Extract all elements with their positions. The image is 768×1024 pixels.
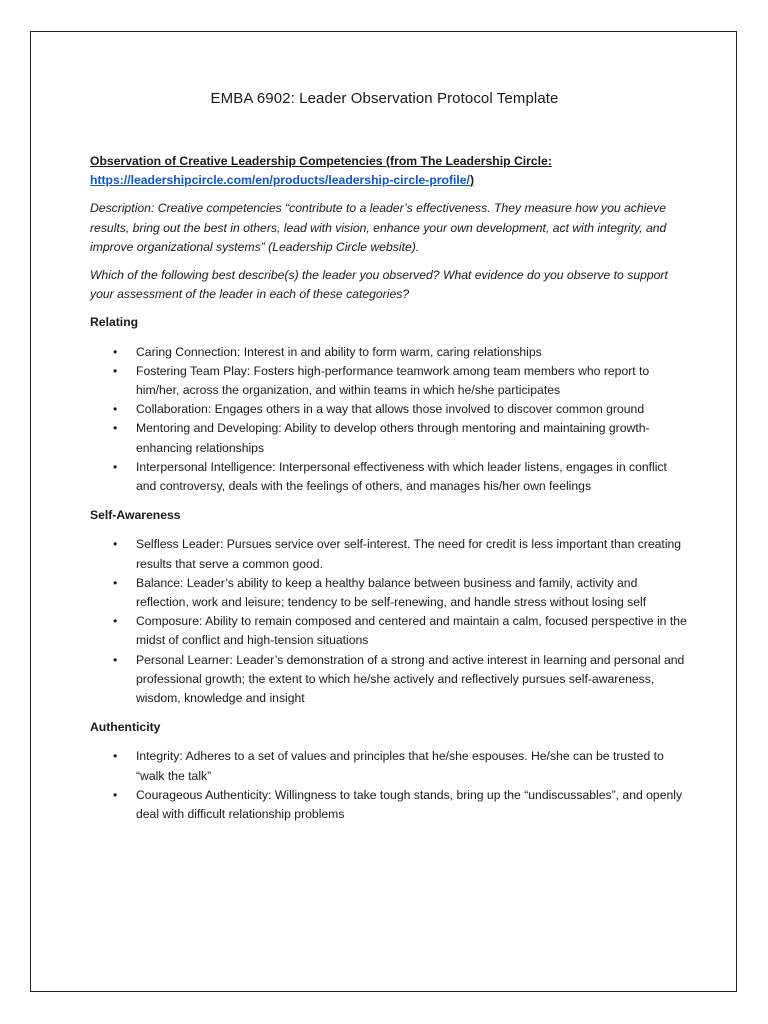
list-item-text: Mentoring and Developing: Ability to develop others through mentoring and maintaining growth-enhancing relationships <box>136 421 650 455</box>
list-item-text: Composure: Ability to remain composed and centered and maintain a calm, focused perspective in the midst of conflict and high-tension situations <box>136 614 687 648</box>
list-item <box>90 612 690 650</box>
list-item-text: Fostering Team Play: Fosters high-performance teamwork among team members who report to him/her, across the organization, and within teams in which he/she participates <box>136 363 650 398</box>
list-self-awareness <box>90 535 690 708</box>
bullet-icon: • <box>113 421 118 436</box>
list-authenticity <box>90 747 690 824</box>
list-item <box>90 535 690 573</box>
section-heading-authenticity: Authenticity <box>90 720 161 735</box>
list-item <box>90 400 690 419</box>
bullet-icon: • <box>113 787 118 802</box>
page-title: EMBA 6902: Leader Observation Protocol Template <box>210 90 559 107</box>
bullet-icon: • <box>113 363 118 378</box>
bullet-icon: • <box>113 652 118 667</box>
list-item <box>90 786 690 824</box>
bullet-icon: • <box>113 537 118 552</box>
list-item-text: Integrity: Adheres to a set of values and principles that he/she espouses. He/she can be trusted to “walk the talk” <box>136 749 664 783</box>
list-item <box>90 574 690 612</box>
bullet-icon: • <box>113 344 118 359</box>
list-item <box>90 419 690 457</box>
description-paragraph: Description: Creative competencies “contribute to a leader’s effectiveness. They measure how you achieve results, bring out the best in others, lead with vision, enhance your own development, act with integrity, and improve organizational systems” (Leadership Circle website). <box>90 201 667 254</box>
list-item-text: Personal Learner: Leader’s demonstration of a strong and active interest in learning and personal and professional growth; the extent to which he/she actively and reflectively pursues self-awareness, wisdom, knowledge and insight <box>136 652 685 706</box>
list-item-text: Balance: Leader’s ability to keep a healthy balance between business and family, activity and reflection, work and leisure; tendency to be self-renewing, and handle stress without losing self <box>136 575 647 610</box>
bullet-icon: • <box>113 614 118 629</box>
list-item <box>90 747 690 785</box>
list-relating <box>90 343 690 497</box>
list-item <box>90 343 690 362</box>
section-heading-relating: Relating <box>90 315 139 330</box>
bullet-icon: • <box>113 575 118 590</box>
list-item-text: Caring Connection: Interest in and ability to form warm, caring relationships <box>136 344 542 359</box>
bullet-icon: • <box>113 459 118 474</box>
list-item-text: Collaboration: Engages others in a way that allows those involved to discover common ground <box>136 402 645 417</box>
document-page <box>30 31 737 992</box>
observation-heading <box>90 152 690 190</box>
observation-heading-text: Observation of Creative Leadership Competencies (from The Leadership Circle: <box>90 154 552 168</box>
list-item-text: Courageous Authenticity: Willingness to take tough stands, bring up the “undiscussables”, and openly deal with difficult relationship problems <box>136 787 683 822</box>
list-item <box>90 362 690 400</box>
list-item <box>90 651 690 709</box>
document-body <box>90 152 690 834</box>
list-item-text: Selfless Leader: Pursues service over self-interest. The need for credit is less important than creating results that serve a common good. <box>136 537 682 571</box>
bullet-icon: • <box>113 749 118 764</box>
question-paragraph: Which of the following best describe(s) the leader you observed? What evidence do you observe to support your assessment of the leader in each of these categories? <box>90 268 668 302</box>
leadership-circle-link[interactable]: https://leadershipcircle.com/en/products/leadership-circle-profile/ <box>90 173 470 188</box>
section-heading-self-awareness: Self-Awareness <box>90 508 181 523</box>
list-item-text: Interpersonal Intelligence: Interpersonal effectiveness with which leader listens, engages in conflict and controversy, deals with the feelings of others, and manages his/her own feelings <box>136 459 667 494</box>
bullet-icon: • <box>113 402 118 417</box>
observation-heading-close: ) <box>469 173 475 188</box>
list-item <box>90 458 690 496</box>
